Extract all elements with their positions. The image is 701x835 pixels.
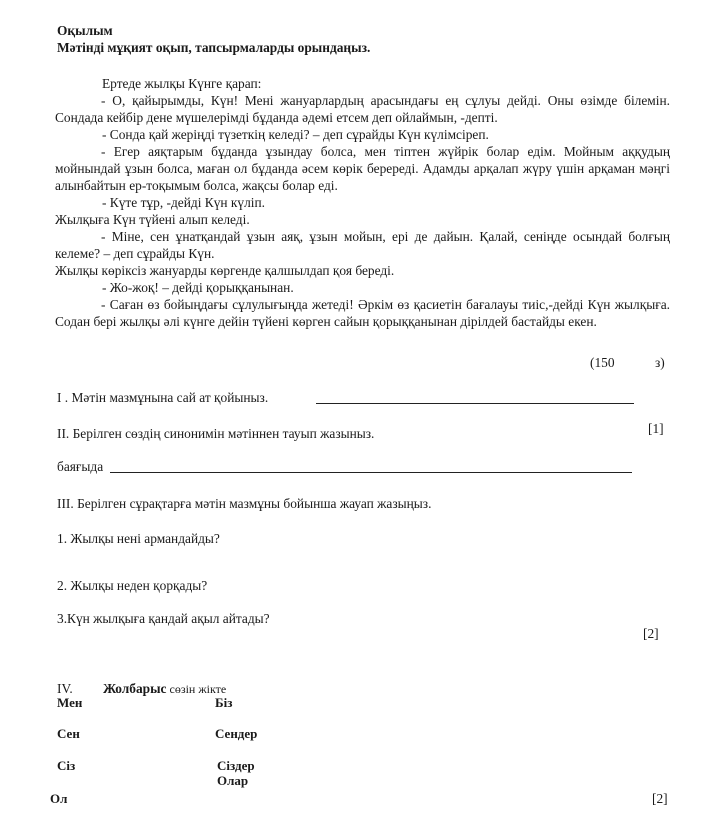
text-line-wait: - Күте тұр, -дейді Күн күліп. (102, 195, 266, 210)
task-2-word: баяғыда (57, 459, 104, 474)
text-line-no: - Жо-жоқ! – дейді қорыққанынан. (102, 280, 294, 295)
text-line-fear: Жылқы көріксіз жануарды көргенде қалшылдап қоя береді. (55, 263, 395, 278)
task-3-question-3: 3.Күн жылқыға қандай ақыл айтады? (57, 611, 270, 626)
text-paragraph-2: - Егер аяқтарым бұданда ұзындау болса, мен тіптен жүйрік болар едім. Мойным аққудың мойнындай ұзын болса, маған ол бұданда әсем көрік беререді. Адамды арқалап жүру үшін арқаман мәңгі алынбайтын ер-тоқымым болса, жақсы болар еді. (55, 144, 670, 193)
task-3-question-2: 2. Жылқы неден қорқады? (57, 578, 208, 593)
pronoun-ol: Ол (50, 791, 68, 806)
pronoun-siz: Сіз (57, 758, 76, 773)
text-paragraph-4: - Саған өз бойыңдағы сұлулығыңда жетеді! Әркім өз қасиетін бағалауы тиіс,-дейді Күн жылқыға. Содан бері жылқы әлі күнге дейін түйені көрген сайын қорыққанынан дірілдей бастайды екен. (55, 297, 670, 329)
text-line-intro: Ертеде жылқы Күнге қарап: (102, 76, 262, 91)
pronoun-men: Мен (57, 695, 83, 710)
pronoun-sen: Сен (57, 726, 80, 741)
task-2-label: ІІ. Берілген сөздің синонимін мәтіннен тауып жазыныз. (57, 426, 375, 441)
text-paragraph-3: - Міне, сен ұнатқандай ұзын аяқ, ұзын мойын, ері де дайын. Қалай, сеніңде осындай болғың келеме? – деп сұрайды Күн. (55, 229, 670, 261)
task-2-mark: [1] (648, 421, 664, 436)
task-3-question-1: 1. Жылқы нені армандайды? (57, 531, 220, 546)
task-3-mark: [2] (643, 626, 659, 641)
task-4-mark: [2] (652, 791, 668, 806)
text-line-question: - Сонда қай жеріңді түзеткің келеді? – деп сұрайды Күн күлімсіреп. (102, 127, 489, 142)
task-1-label: І . Мәтін мазмұнына сай ат қойыныз. (57, 390, 269, 405)
text-line-camel: Жылқыға Күн түйені алып келеді. (55, 212, 250, 227)
pronoun-sender: Сендер (215, 726, 258, 741)
pronoun-biz: Біз (215, 695, 233, 710)
word-count: (150 (590, 355, 615, 370)
task-2-answer-line[interactable] (110, 472, 632, 473)
pronoun-olar: Олар (217, 773, 249, 788)
task-4-number: IV. (57, 681, 73, 696)
word-count-unit: з) (655, 355, 665, 370)
task-4-instruction: сөзін жікте (166, 682, 227, 696)
text-paragraph-1: - О, қайырымды, Күн! Мені жануарлардың арасындағы ең сұлуы дейді. Оны өзімде білемін. Сондада кейбір дене мүшелерімді бұданда әдемі етсем деп ойлаймын, -депті. (55, 93, 670, 125)
task-1-answer-line[interactable] (316, 403, 634, 404)
task-4-word: Жолбарыс (103, 681, 167, 696)
task-4-heading (103, 680, 226, 698)
section-title: Оқылым (57, 23, 113, 38)
task-3-label: ІІІ. Берілген сұрақтарға мәтін мазмұны бойынша жауап жазыңыз. (57, 496, 432, 511)
instruction-heading: Мәтінді мұқият оқып, тапсырмаларды орындаңыз. (57, 40, 371, 55)
pronoun-sizder: Сіздер (217, 758, 255, 773)
